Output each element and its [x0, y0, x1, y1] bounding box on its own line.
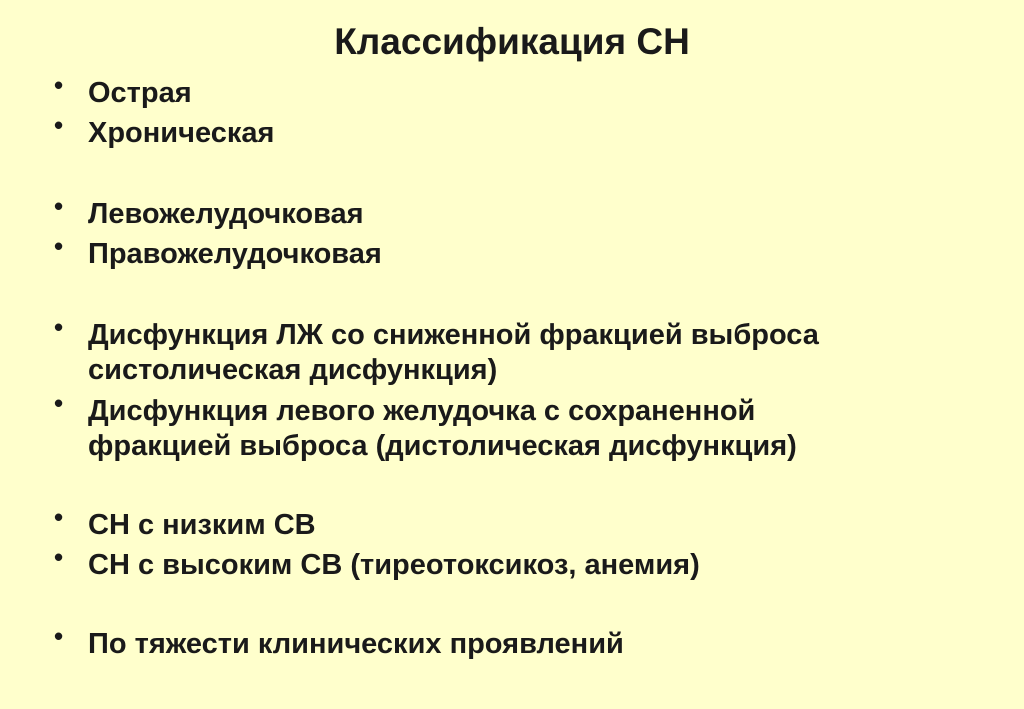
bullet-icon: • [54, 110, 64, 140]
bullet-text: Острая [88, 77, 192, 109]
bullet-text: СН с низким СВ [88, 509, 316, 541]
bullet-icon: • [54, 70, 64, 100]
slide-title: Классификация СН [334, 21, 690, 62]
bullet-text: Дисфункция ЛЖ со сниженной фракцией выброса систолическая дисфункция) [88, 319, 819, 386]
bullet-text: Правожелудочковая [88, 238, 382, 270]
bullet-text: Хроническая [88, 117, 275, 149]
bullet-text: По тяжести клинических проявлений [88, 628, 624, 660]
bullet-icon: • [54, 621, 64, 651]
bullet-icon: • [54, 312, 64, 342]
bullet-icon: • [54, 388, 64, 418]
bullet-text: Дисфункция левого желудочка с сохраненной фракцией выброса (дистолическая дисфункция) [88, 395, 797, 462]
bullet-icon: • [54, 502, 64, 532]
bullet-icon: • [54, 231, 64, 261]
bullet-text: Левожелудочковая [88, 198, 364, 230]
bullet-text: СН с высоким СВ (тиреотоксикоз, анемия) [88, 549, 700, 581]
bullet-icon: • [54, 191, 64, 221]
bullet-icon: • [54, 542, 64, 572]
